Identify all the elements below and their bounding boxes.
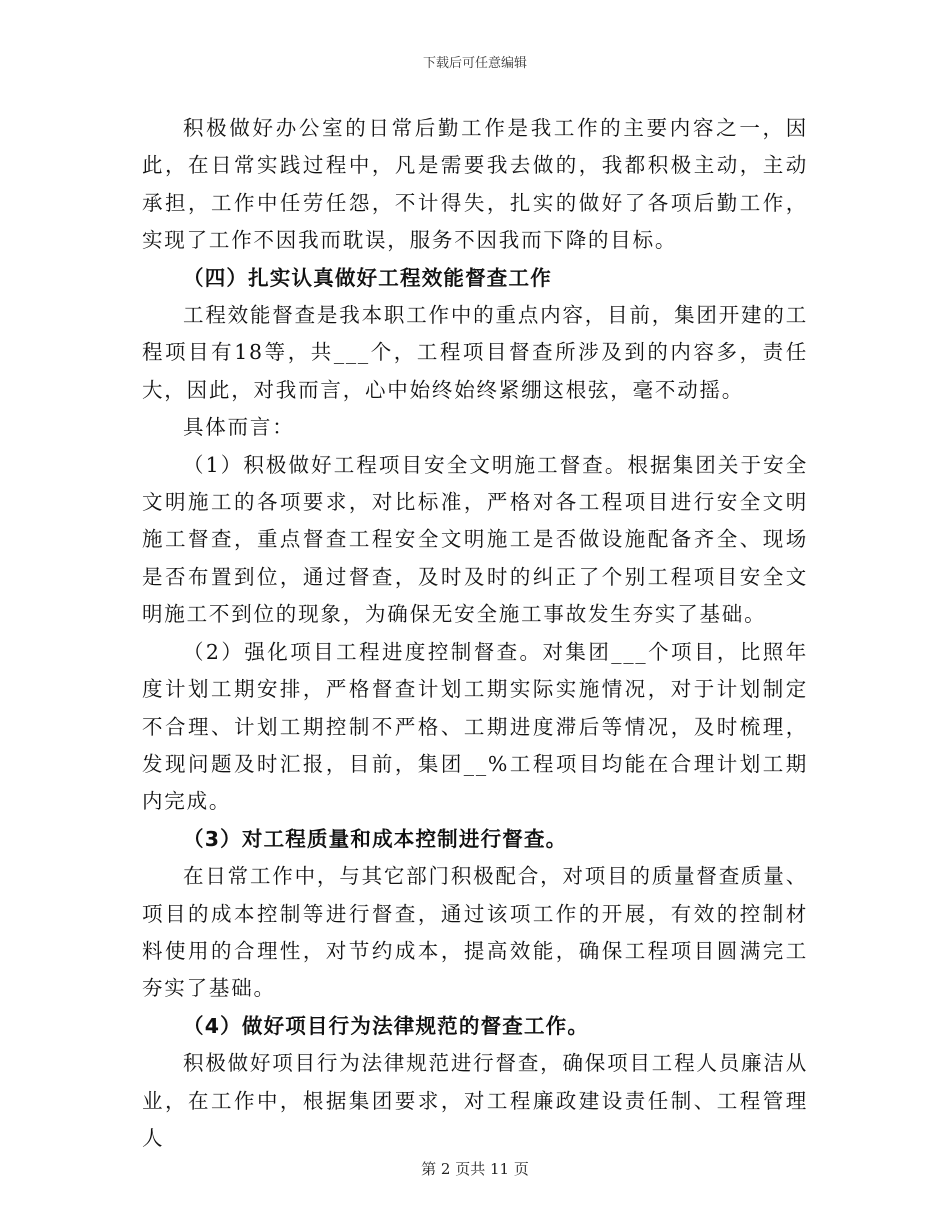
section-heading-four: （四）扎实认真做好工程效能督查工作 bbox=[183, 265, 552, 290]
subheading-legal-conduct: （4）做好项目行为法律规范的督查工作。 bbox=[183, 1013, 590, 1038]
paragraph-legal-conduct: 积极做好项目行为法律规范进行督查，确保项目工程人员廉洁从业，在工作中，根据集团要求，对工程廉政建设责任制、工程管理人 bbox=[142, 1051, 808, 1150]
paragraph-schedule-supervision: （2）强化项目工程进度控制督查。对集团___个项目，比照年度计划工期安排，严格督查计划工期实际实施情况，对于计划制定不合理、计划工期控制不严格、工期进度滞后等情况，及时梳理，发现问题及时汇报，目前，集团__%工程项目均能在合理计划工期内完成。 bbox=[142, 639, 808, 814]
page-header: 下载后可任意编辑 bbox=[422, 56, 527, 71]
subheading-quality-cost: （3）对工程质量和成本控制进行督查。 bbox=[183, 826, 568, 851]
paragraph-quality-cost: 在日常工作中，与其它部门积极配合，对项目的质量督查质量、项目的成本控制等进行督查，通过该项工作的开展，有效的控制材料使用的合理性，对节约成本，提高效能，确保工程项目圆满完工夯实了基础。 bbox=[142, 864, 808, 1001]
page-footer: 第 2 页共 11 页 bbox=[421, 1160, 529, 1178]
paragraph-safety-supervision: （1）积极做好工程项目安全文明施工督查。根据集团关于安全文明施工的各项要求，对比标准，严格对各工程项目进行安全文明施工督查，重点督查工程安全文明施工是否做设施配备齐全、现场是否布置到位，通过督查，及时及时的纠正了个别工程项目安全文明施工不到位的现象，为确保无安全施工事故发生夯实了基础。 bbox=[142, 452, 808, 627]
document-body bbox=[142, 110, 808, 1157]
paragraph-efficiency-supervision: 工程效能督查是我本职工作中的重点内容，目前，集团开建的工程项目有18等，共___个，工程项目督查所涉及到的内容多，责任大，因此，对我而言，心中始终始终紧绷这根弦，毫不动摇。 bbox=[142, 303, 808, 402]
paragraph-logistics: 积极做好办公室的日常后勤工作是我工作的主要内容之一，因此，在日常实践过程中，凡是需要我去做的，我都积极主动，主动承担，工作中任劳任怨，不计得失，扎实的做好了各项后勤工作，实现了工作不因我而耽误，服务不因我而下降的目标。 bbox=[142, 116, 808, 253]
paragraph-specifically: 具体而言： bbox=[183, 415, 295, 440]
